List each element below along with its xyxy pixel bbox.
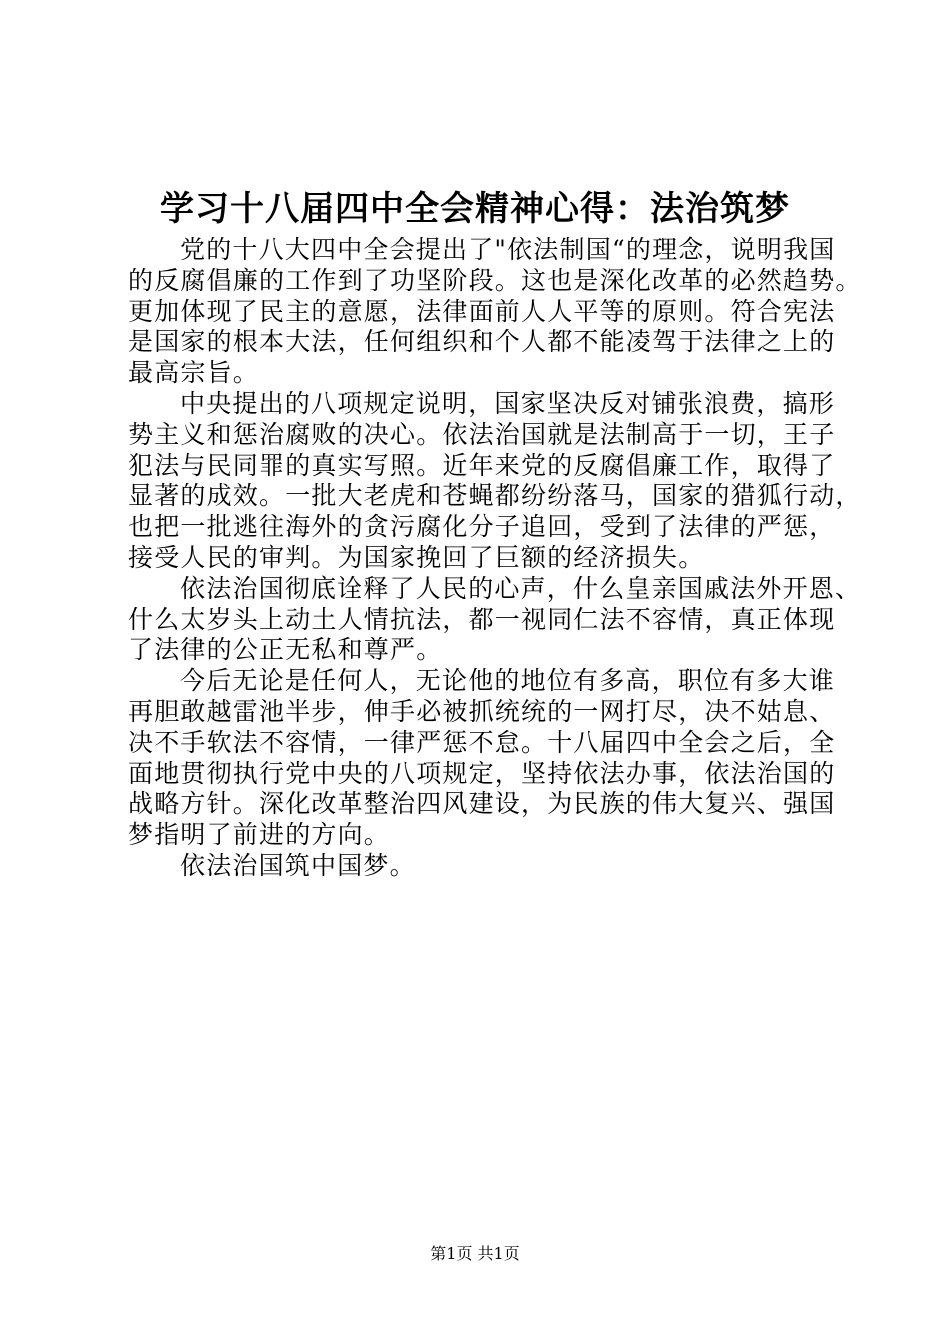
paragraph-2-line-2: 势主义和惩治腐败的决心。依法治国就是法制高于一切，王子: [128, 419, 836, 449]
paragraph-1-line-5: 最高宗旨。: [128, 358, 260, 388]
paragraph-4-line-3: 决不手软法不容情，一律严惩不怠。十八届四中全会之后，全: [128, 727, 836, 757]
paragraph-3-line-3: 了法律的公正无私和尊严。: [128, 635, 443, 665]
paragraph-4-line-2: 再胆敢越雷池半步，伸手必被抓统统的一网打尽，决不姑息、: [128, 696, 836, 726]
paragraph-2-line-1: 中央提出的八项规定说明，国家坚决反对铺张浪费，搞形: [180, 388, 836, 418]
document-body: [128, 235, 862, 882]
paragraph-4-line-4: 面地贯彻执行党中央的八项规定，坚持依法办事，依法治国的: [128, 758, 836, 788]
paragraph-2-line-4: 显著的成效。一批大老虎和苍蝇都纷纷落马，国家的猎狐行动，: [128, 481, 862, 511]
paragraph-4-line-5: 战略方针。深化改革整治四风建设，为民族的伟大复兴、强国: [128, 789, 836, 819]
paragraph-5-line-1: 依法治国筑中国梦。: [180, 850, 416, 880]
paragraph-1-line-3: 更加体现了民主的意愿，法律面前人人平等的原则。符合宪法: [128, 296, 836, 326]
paragraph-1-line-2: 的反腐倡廉的工作到了功坚阶段。这也是深化改革的必然趋势。: [128, 265, 862, 295]
paragraph-3-line-2: 什么太岁头上动土人情抗法，都一视同仁法不容情，真正体现: [128, 604, 836, 634]
paragraph-4-line-1: 今后无论是任何人，无论他的地位有多高，职位有多大谁: [180, 666, 836, 696]
document-title: 学习十八届四中全会精神心得：法治筑梦: [160, 189, 790, 229]
paragraph-2-line-3: 犯法与民同罪的真实写照。近年来党的反腐倡廉工作，取得了: [128, 450, 836, 480]
paragraph-4-line-6: 梦指明了前进的方向。: [128, 820, 391, 850]
paragraph-3-line-1: 依法治国彻底诠释了人民的心声，什么皇亲国戚法外开恩、: [180, 573, 862, 603]
page-footer: 第1页 共1页: [430, 1244, 520, 1263]
paragraph-2-line-5: 也把一批逃往海外的贪污腐化分子追回，受到了法律的严惩，: [128, 512, 836, 542]
paragraph-2-line-6: 接受人民的审判。为国家挽回了巨额的经济损失。: [128, 542, 705, 572]
paragraph-1-line-1: 党的十八大四中全会提出了"依法制国“的理念，说明我国: [180, 235, 836, 264]
paragraph-1-line-4: 是国家的根本大法，任何组织和个人都不能凌驾于法律之上的: [128, 327, 836, 357]
